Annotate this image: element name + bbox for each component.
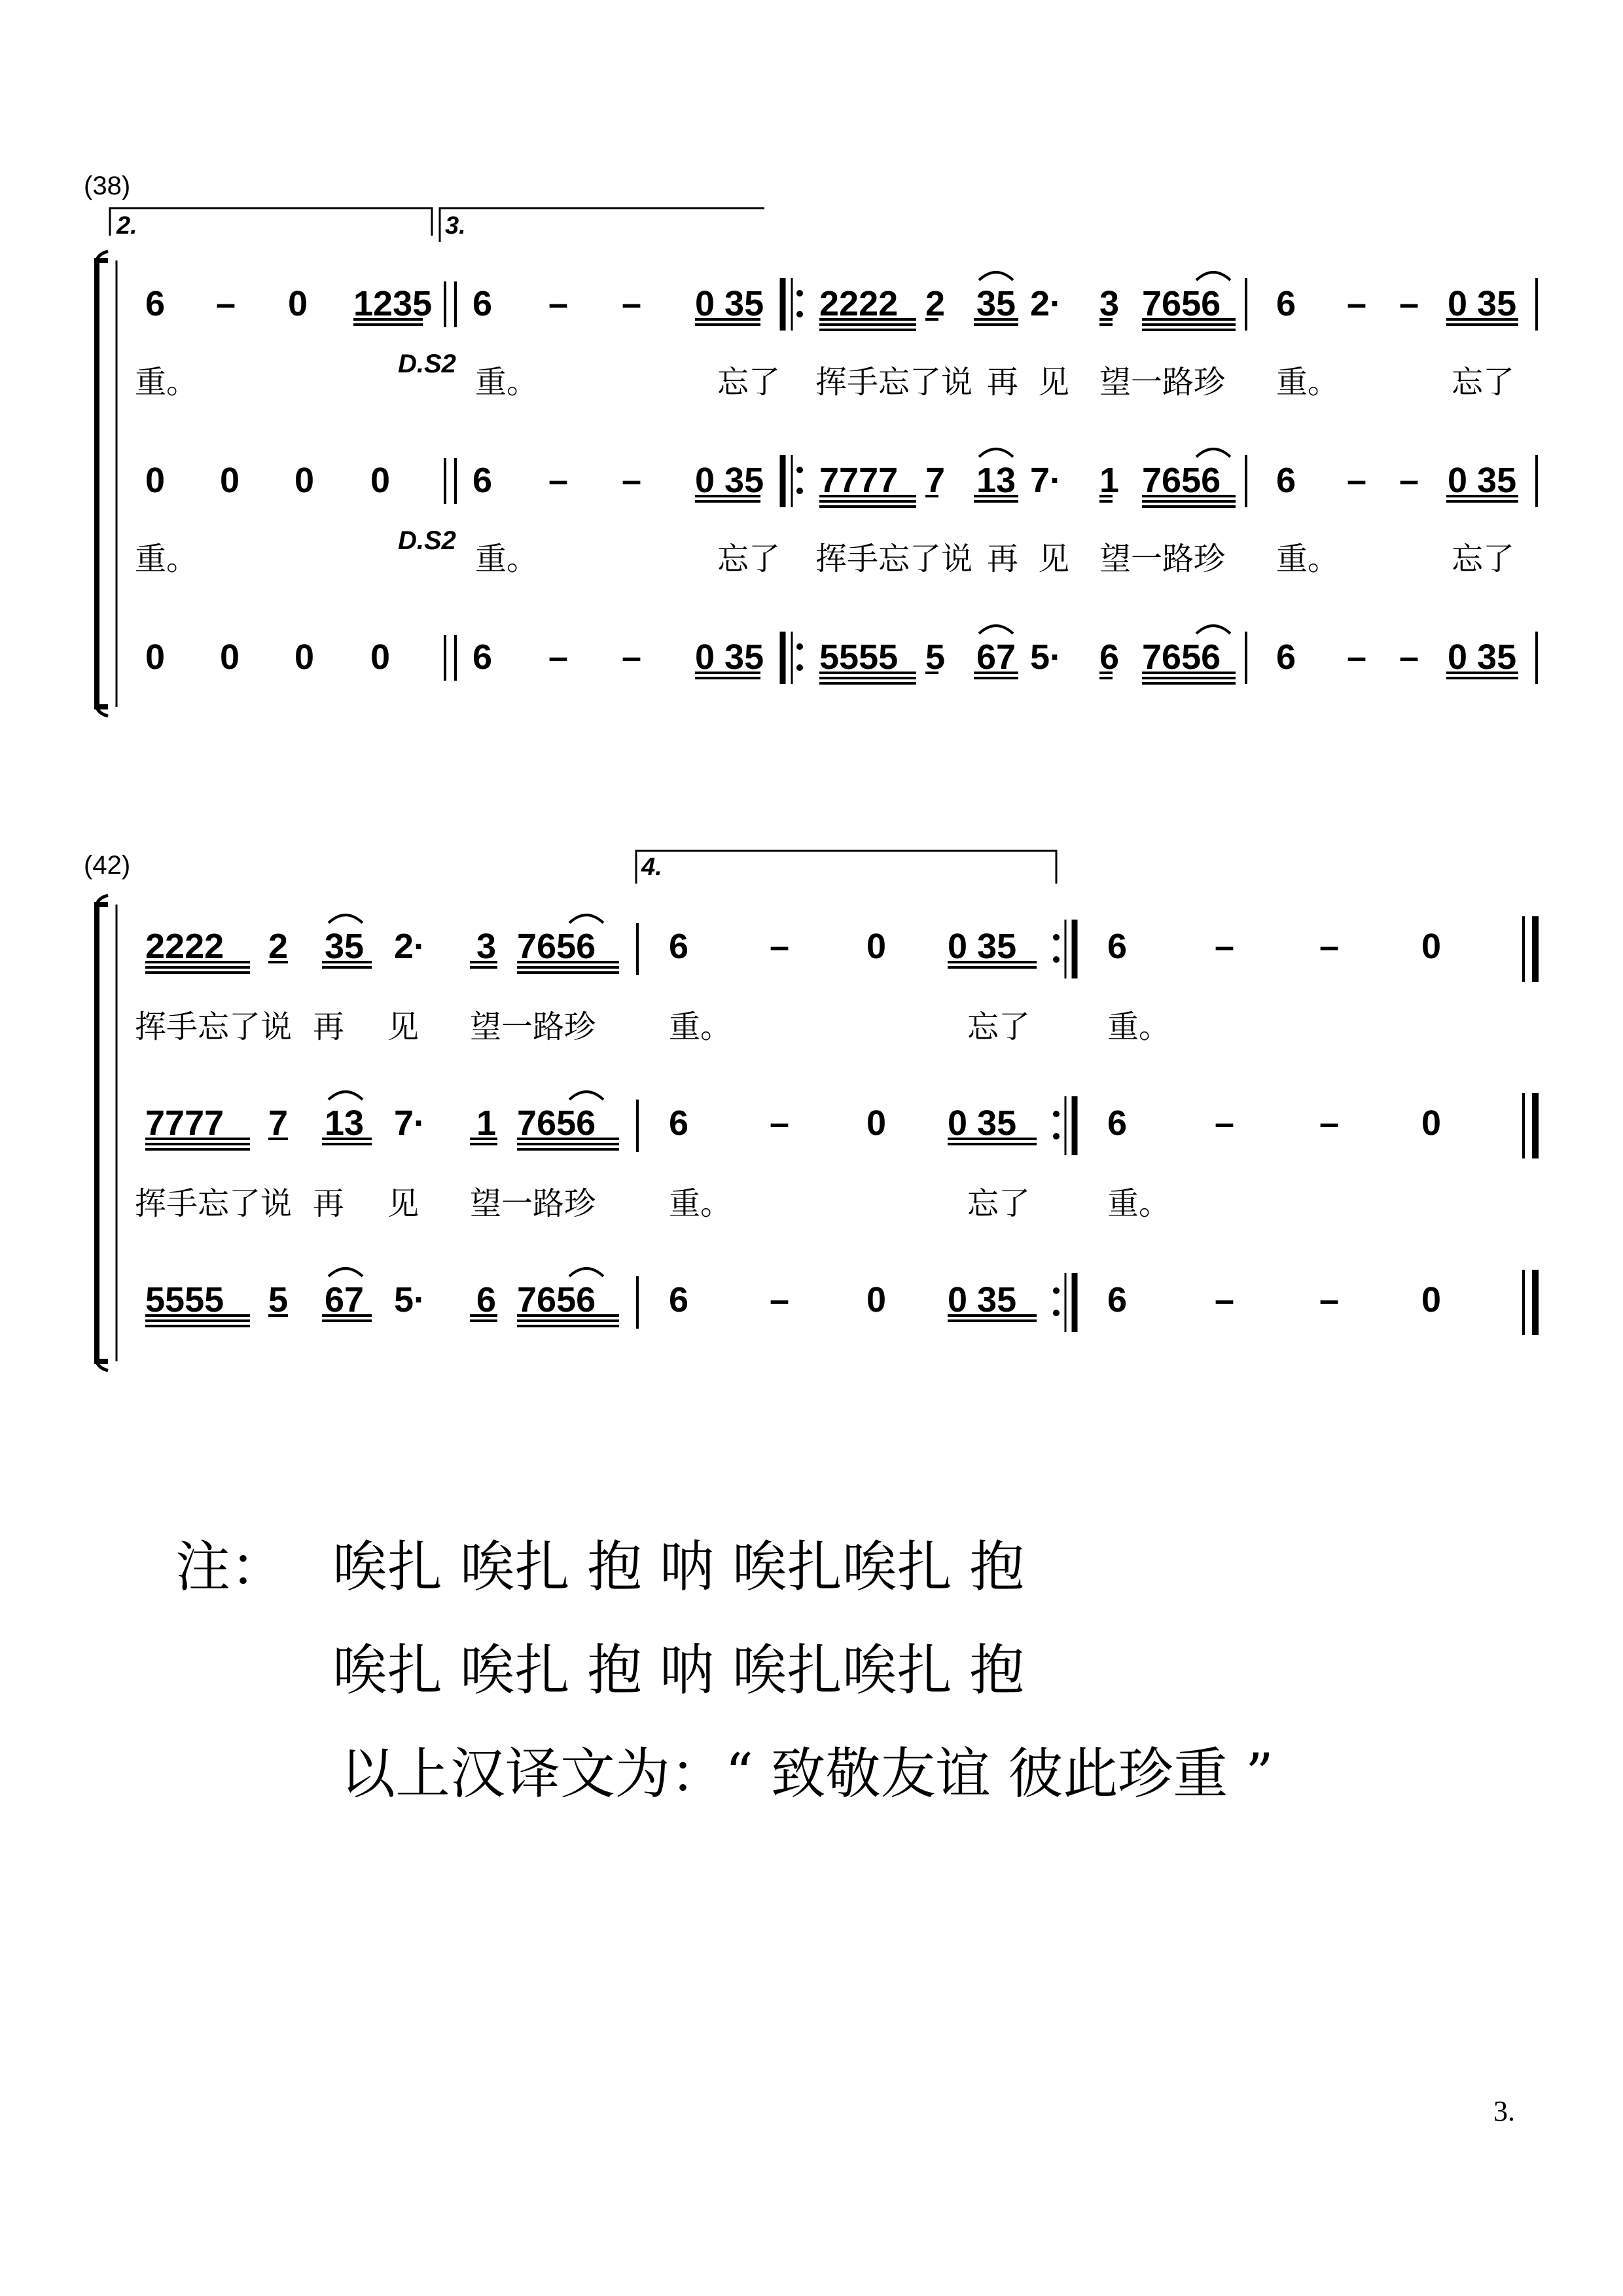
note: 0 xyxy=(866,927,887,966)
lyric: 挥手忘了说 xyxy=(135,1009,293,1045)
footnote-label: 注： xyxy=(175,1535,286,1599)
note: – xyxy=(1319,1103,1340,1143)
note: 5 xyxy=(268,1280,289,1319)
note: 13 xyxy=(976,461,1016,500)
note: 0 xyxy=(866,1103,887,1143)
note: – xyxy=(216,284,236,323)
lyric: 见 xyxy=(1038,364,1070,401)
note: 1 xyxy=(1099,461,1120,500)
lyric: 重。 xyxy=(669,1185,732,1222)
volta-label: 2. xyxy=(116,212,137,240)
note: 5 xyxy=(925,637,946,677)
note: 0 xyxy=(294,637,315,677)
lyric: 望一路珍 xyxy=(470,1009,596,1045)
note: – xyxy=(1347,284,1367,323)
note: – xyxy=(622,461,642,500)
lyric: 重。 xyxy=(475,364,539,401)
note: 0 xyxy=(220,461,240,500)
note: 0 xyxy=(1421,1103,1442,1143)
note: 6 xyxy=(669,927,689,966)
note: – xyxy=(1215,927,1235,966)
note: 0 35 xyxy=(1448,461,1517,500)
lyric: 重。 xyxy=(1107,1185,1171,1222)
note: – xyxy=(770,1280,790,1319)
note: 35 xyxy=(976,284,1016,323)
note: 5555 xyxy=(819,637,899,677)
note: 35 xyxy=(325,927,365,966)
lyric: 重。 xyxy=(1276,541,1340,577)
note: – xyxy=(1399,637,1419,677)
note: 6 xyxy=(1107,927,1128,966)
lyric: 再 xyxy=(313,1185,345,1222)
lyric: 忘了 xyxy=(1452,541,1515,577)
lyric: 重。 xyxy=(1276,364,1340,401)
note: 6 xyxy=(1276,461,1296,500)
note: 5· xyxy=(394,1280,426,1319)
note: 6 xyxy=(1276,284,1296,323)
note: 7656 xyxy=(517,927,596,966)
lyric: 重。 xyxy=(475,541,539,577)
note: – xyxy=(1215,1103,1235,1143)
note: 7 xyxy=(268,1103,289,1143)
note: – xyxy=(548,637,569,677)
volta-label: 4. xyxy=(641,853,662,881)
lyric: 再 xyxy=(987,541,1019,577)
note: 3 xyxy=(476,927,497,966)
note: – xyxy=(770,1103,790,1143)
note: – xyxy=(622,284,642,323)
footnote-line: 唉扎 唉扎 抱 呐 唉扎唉扎 抱 xyxy=(332,1535,1025,1599)
note: – xyxy=(548,284,569,323)
note: 2 xyxy=(925,284,946,323)
lyric: 重。 xyxy=(669,1009,732,1045)
note: 6 xyxy=(669,1280,689,1319)
note: 13 xyxy=(325,1103,365,1143)
note: 0 35 xyxy=(1448,637,1517,677)
lyric: 忘了 xyxy=(967,1009,1031,1045)
note: – xyxy=(770,927,790,966)
note: 7· xyxy=(394,1103,426,1143)
note: 3 xyxy=(1099,284,1120,323)
note: 2222 xyxy=(145,927,224,966)
note: 5555 xyxy=(145,1280,224,1319)
note: 7777 xyxy=(819,461,899,500)
measure-number: (42) xyxy=(84,851,131,880)
note: – xyxy=(1347,461,1367,500)
note: 6 xyxy=(473,637,493,677)
note: – xyxy=(1399,461,1419,500)
note: 0 xyxy=(145,637,166,677)
note: – xyxy=(622,637,642,677)
lyric: 望一路珍 xyxy=(470,1185,596,1222)
note: – xyxy=(548,461,569,500)
note: 2222 xyxy=(819,284,899,323)
note: 7656 xyxy=(517,1280,596,1319)
note: 0 35 xyxy=(695,284,764,323)
note: 6 xyxy=(145,284,166,323)
lyric: 忘了 xyxy=(1452,364,1515,401)
lyric: 望一路珍 xyxy=(1099,541,1226,577)
note: 6 xyxy=(1107,1103,1128,1143)
lyric: 重。 xyxy=(1107,1009,1171,1045)
page-number: 3. xyxy=(1493,2095,1515,2127)
note: 0 35 xyxy=(1448,284,1517,323)
note: – xyxy=(1319,1280,1340,1319)
note: – xyxy=(1399,284,1419,323)
note: 0 35 xyxy=(695,637,764,677)
note: 6 xyxy=(473,284,493,323)
note: 2· xyxy=(394,927,426,966)
lyric: 再 xyxy=(313,1009,345,1045)
note: 5· xyxy=(1030,637,1062,677)
volta-label: 3. xyxy=(445,212,466,240)
note: 1235 xyxy=(353,284,433,323)
note: 2· xyxy=(1030,284,1062,323)
lyric: 望一路珍 xyxy=(1099,364,1226,401)
note: 0 35 xyxy=(948,1103,1017,1143)
footnote-translation: 以上汉译文为：“ 致敬友谊 彼此珍重 ” xyxy=(340,1742,1274,1806)
note: 6 xyxy=(473,461,493,500)
note: 6 xyxy=(669,1103,689,1143)
note: 0 xyxy=(220,637,240,677)
lyric: 见 xyxy=(387,1185,419,1222)
note: 0 xyxy=(145,461,166,500)
lyric: 忘了 xyxy=(967,1185,1031,1222)
note: 7656 xyxy=(1142,461,1221,500)
note: 7· xyxy=(1030,461,1062,500)
footnote-line: 唉扎 唉扎 抱 呐 唉扎唉扎 抱 xyxy=(332,1638,1025,1702)
lyric: 重。 xyxy=(135,541,198,577)
note: 7656 xyxy=(517,1103,596,1143)
note: – xyxy=(1347,637,1367,677)
note: 0 xyxy=(370,637,391,677)
ds-marking: D.S2 xyxy=(398,350,456,378)
lyric: 挥手忘了说 xyxy=(815,541,973,577)
note: 67 xyxy=(325,1280,365,1319)
lyric: 挥手忘了说 xyxy=(135,1185,293,1222)
note: 0 xyxy=(1421,1280,1442,1319)
lyric: 见 xyxy=(1038,541,1070,577)
note: 6 xyxy=(1099,637,1120,677)
note: 6 xyxy=(1107,1280,1128,1319)
lyric: 见 xyxy=(387,1009,419,1045)
note: 2 xyxy=(268,927,289,966)
note: 0 xyxy=(370,461,391,500)
note: – xyxy=(1215,1280,1235,1319)
note: 7656 xyxy=(1142,637,1221,677)
note: 7656 xyxy=(1142,284,1221,323)
note: 67 xyxy=(976,637,1016,677)
note: 0 xyxy=(866,1280,887,1319)
lyric: 忘了 xyxy=(717,364,781,401)
note: 6 xyxy=(476,1280,497,1319)
lyric: 忘了 xyxy=(717,541,781,577)
lyric: 重。 xyxy=(135,364,198,401)
note: 7777 xyxy=(145,1103,224,1143)
note: 0 35 xyxy=(948,1280,1017,1319)
note: 0 xyxy=(288,284,308,323)
note: 0 35 xyxy=(948,927,1017,966)
note: 0 xyxy=(1421,927,1442,966)
note: 6 xyxy=(1276,637,1296,677)
note: 0 35 xyxy=(695,461,764,500)
note: – xyxy=(1319,927,1340,966)
ds-marking: D.S2 xyxy=(398,526,456,555)
lyric: 挥手忘了说 xyxy=(815,364,973,401)
note: 1 xyxy=(476,1103,497,1143)
lyric: 再 xyxy=(987,364,1019,401)
note: 7 xyxy=(925,461,946,500)
note: 0 xyxy=(294,461,315,500)
measure-number: (38) xyxy=(84,171,131,200)
